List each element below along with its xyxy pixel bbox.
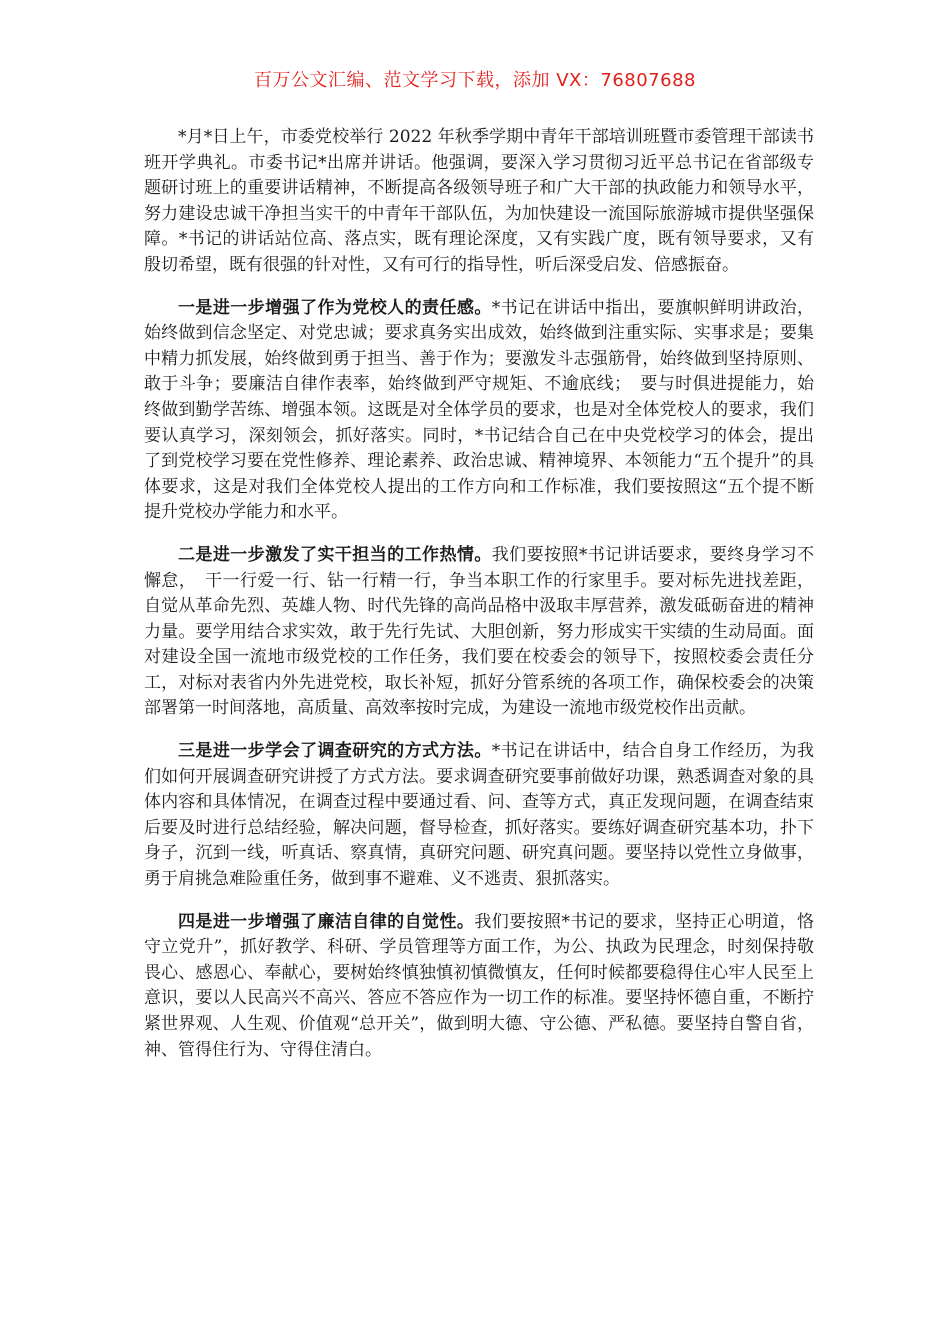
paragraph-text: 我们要按照*书记讲话要求，要终身学习不懈怠， 干一行爱一行、钻一行精一行，争当本职工作的行家里手。要对标先进找差距，自觉从革命先烈、英雄人物、时代先锋的高尚品格中汲取丰厚营养，激发砥砺奋进的精神力量。要学用结合求实效，敢于先行先试、大胆创新，努力形成实干实绩的生动局面。面对建设全国一流地市级党校的工作任务，我们要在校委会的领导下，按照校委会责任分工，对标对表省内外先进党校，取长补短，抓好分管系统的各项工作，确保校委会的决策部署第一时间落地，高质量、高效率按时完成，为建设一流地市级党校作出贡献。 [144, 544, 814, 719]
paragraph-point-3 [144, 739, 814, 893]
paragraph-text: *书记在讲话中指出，要旗帜鲜明讲政治，始终做到信念坚定、对党忠诚；要求真务实出成效，始终做到注重实际、实事求是；要集中精力抓发展，始终做到勇于担当、善于作为；要激发斗志强筋骨，始终做到坚持原则、敢于斗争；要廉洁自律作表率，始终做到严守规矩、不逾底线； 要与时俱进提能力，始终做到勤学苦练、增强本领。这既是对全体学员的要求，也是对全体党校人的要求，我们要认真学习，深刻领会，抓好落实。同时，*书记结合自己在中央党校学习的体会，提出了到党校学习要在党性修养、理论素养、政治忠诚、精神境界、本领能力“五个提升”的具体要求，这是对我们全体党校人提出的工作方向和工作标准，我们要按照这“五个提不断提升党校办学能力和水平。 [144, 297, 814, 523]
paragraph-lead: 一是进一步增强了作为党校人的责任感。 [178, 297, 492, 318]
paragraph-point-1 [144, 296, 814, 526]
paragraph-point-4 [144, 910, 814, 1064]
paragraph-point-2 [144, 543, 814, 722]
paragraph-lead: 四是进一步增强了廉洁自律的自觉性。 [178, 911, 475, 932]
paragraph-text: 我们要按照*书记的要求，坚持正心明道，恪守立党升”，抓好教学、科研、学员管理等方面工作，为公、执政为民理念，时刻保持敬畏心、感恩心、奉献心，要树始终慎独慎初慎微慎友，任何时候都要稳得住心牢人民至上意识，要以人民高兴不高兴、答应不答应作为一切工作的标准。要坚持怀德自重，不断拧紧世界观、人生观、价值观“总开关”，做到明大德、守公德、严私德。要坚持自警自省，神、管得住行为、守得住清白。 [144, 911, 815, 1060]
paragraph-text: *月*日上午，市委党校举行 2022 年秋季学期中青年干部培训班暨市委管理干部读书班开学典礼。市委书记*出席并讲话。他强调，要深入学习贯彻习近平总书记在省部级专题研讨班上的重要讲话精神，不断提高各级领导班子和广大干部的执政能力和领导水平，努力建设忠诚干净担当实干的中青年干部队伍，为加快建设一流国际旅游城市提供坚强保障。*书记的讲话站位高、落点实，既有理论深度，又有实践广度，既有领导要求，又有殷切希望，既有很强的针对性，又有可行的指导性，听后深受启发、倍感振奋。 [144, 127, 814, 275]
article-body [144, 125, 814, 1080]
paragraph-intro [144, 125, 814, 279]
paragraph-lead: 二是进一步激发了实干担当的工作热情。 [178, 544, 492, 565]
paragraph-lead: 三是进一步学会了调查研究的方式方法。 [178, 741, 492, 762]
header-banner: 百万公文汇编、范文学习下载，添加 VX：76807688 [254, 70, 696, 91]
paragraph-text: *书记在讲话中，结合自身工作经历，为我们如何开展调查研究讲授了方式方法。要求调查研究要事前做好功课，熟悉调查对象的具体内容和具体情况，在调查过程中要通过看、问、查等方式，真正发现问题，在调查结束后要及时进行总结经验，解决问题，督导检查，抓好落实。要练好调查研究基本功，扑下身子，沉到一线，听真话、察真情，真研究问题、研究真问题。要坚持以党性立身做事，勇于肩挑急难险重任务，做到事不避难、义不逃责、狠抓落实。 [144, 741, 814, 890]
